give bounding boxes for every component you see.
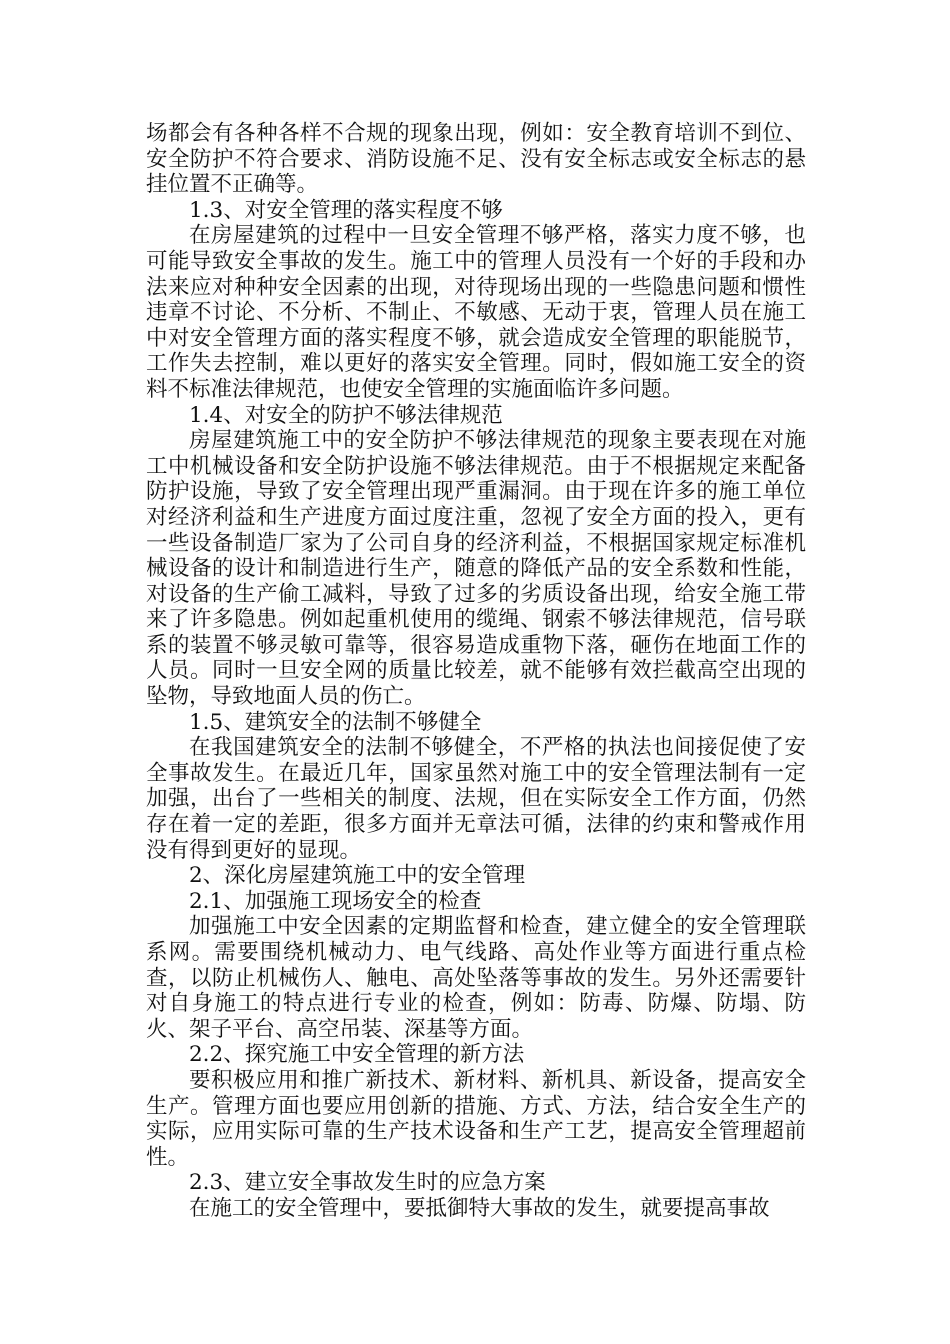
section-heading-1-4: 1.4、对安全的防护不够法律规范 — [189, 402, 503, 428]
paragraph-1-5: 在我国建筑安全的法制不够健全，不严格的执法也间接促使了安全事故发生。在最近几年，国家虽然对施工中的安全管理法制有一定加强，出台了一些相关的制度、法规，但在实际安全工作方面，仍然存在着一定的差距，很多方面并无章法可循，法律的约束和警戒作用没有得到更好的显现。 — [146, 735, 806, 863]
section-heading-2: 2、深化房屋建筑施工中的安全管理 — [189, 863, 526, 889]
section-heading-1-5: 1.5、建筑安全的法制不够健全 — [189, 709, 482, 735]
section-heading-2-1: 2.1、加强施工现场安全的检查 — [189, 888, 482, 914]
paragraph-1-4: 房屋建筑施工中的安全防护不够法律规范的现象主要表现在对施工中机械设备和安全防护设施不够法律规范。由于不根据规定来配备防护设施，导致了安全管理出现严重漏洞。由于现在许多的施工单位对经济利益和生产进度方面过度注重，忽视了安全方面的投入，更有一些设备制造厂家为了公司自身的经济利益，不根据国家规定标准机械设备的设计和制造进行生产，随意的降低产品的安全系数和性能，对设备的生产偷工减料，导致了过多的劣质设备出现，给安全施工带来了许多隐患。例如起重机使用的缆绳、钢索不够法律规范，信号联系的装置不够灵敏可靠等，很容易造成重物下落，砸伤在地面工作的人员。同时一旦安全网的质量比较差，就不能够有效拦截高空出现的坠物，导致地面人员的伤亡。 — [146, 428, 806, 710]
section-heading-2-2: 2.2、探究施工中安全管理的新方法 — [189, 1042, 525, 1068]
section-heading-1-3: 1.3、对安全管理的落实程度不够 — [189, 197, 503, 223]
paragraph-1-3: 在房屋建筑的过程中一旦安全管理不够严格，落实力度不够，也可能导致安全事故的发生。施工中的管理人员没有一个好的手段和办法来应对种种安全因素的出现，对待现场出现的一些隐患问题和惯性违章不讨论、不分析、不制止、不敏感、无动于衷，管理人员在施工中对安全管理方面的落实程度不够，就会造成安全管理的职能脱节，工作失去控制，难以更好的落实安全管理。同时，假如施工安全的资料不标准法律规范，也使安全管理的实施面临许多问题。 — [146, 223, 806, 402]
document-page — [146, 121, 806, 1222]
section-heading-2-3: 2.3、建立安全事故发生时的应急方案 — [189, 1170, 546, 1196]
paragraph-2-2: 要积极应用和推广新技术、新材料、新机具、新设备，提高安全生产。管理方面也要应用创新的措施、方式、方法，结合安全生产的实际，应用实际可靠的生产技术设备和生产工艺，提高安全管理超前性。 — [146, 1067, 806, 1170]
paragraph-2-3: 在施工的安全管理中，要抵御特大事故的发生，就要提高事故 — [189, 1195, 770, 1221]
paragraph-continuation: 场都会有各种各样不合规的现象出现，例如：安全教育培训不到位、安全防护不符合要求、消防设施不足、没有安全标志或安全标志的悬挂位置不正确等。 — [146, 121, 806, 198]
paragraph-2-1: 加强施工中安全因素的定期监督和检查，建立健全的安全管理联系网。需要围绕机械动力、电气线路、高处作业等方面进行重点检查，以防止机械伤人、触电、高处坠落等事故的发生。另外还需要针对自身施工的特点进行专业的检查，例如：防毒、防爆、防塌、防火、架子平台、高空吊装、深基等方面。 — [146, 914, 806, 1042]
